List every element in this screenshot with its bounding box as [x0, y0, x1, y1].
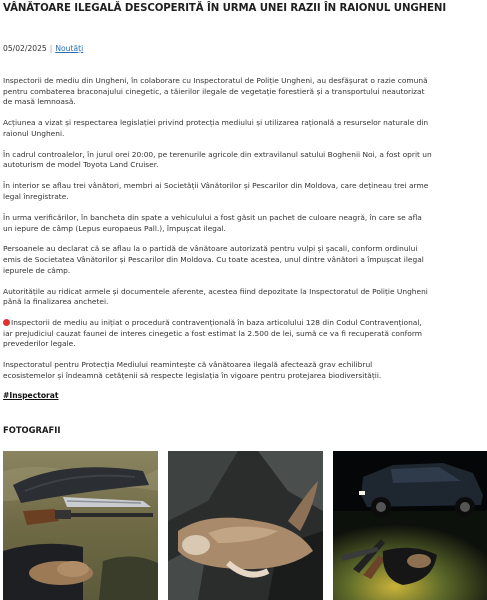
paragraph-scope: Acțiunea a vizat și respectarea legislației privind protecția mediului și utilizarea rațională a resurselor naturale din raionul Ungheni.	[3, 118, 429, 138]
paragraph-declaration: Persoanele au declarat că se aflau la o partidă de vânătoare autorizată pentru vulpi și șacali, conform ordinului emis de Societatea Vânătorilor și Pescarilor din Moldova. Cu toate acestea, unul dintre vânători a împușcat ilegal iepurele de câmp.	[3, 244, 424, 275]
paragraph-procedure	[3, 318, 487, 350]
gallery-photo-weapons[interactable]	[3, 451, 158, 600]
paragraph-intro: Inspectorii de mediu din Ungheni, în colaborare cu Inspectoratul de Poliție Ungheni, au desfășurat o razie comună pentru combaterea braconajului cinegetic, a tăierilor ilegale de vegetație forestieră și a transportului neautorizat de masă lemnoasă.	[3, 76, 428, 107]
paragraph-procedure-text: Inspectorii de mediu au inițiat o procedură contravențională în baza articolului 128 din Codul Contravențional, iar prejudiciul cauzat faunei de interes cinegetic a fost estimat la 2.500 de lei, sumă ce va fi recuperată conform prevederilor legale.	[3, 318, 423, 349]
page-title: VÂNĂTOARE ILEGALĂ DESCOPERITĂ ÎN URMA UNEI RAZII ÎN RAIONUL UNGHENI	[3, 3, 447, 14]
gallery-heading: FOTOGRAFII	[3, 425, 61, 435]
red-circle-icon	[3, 319, 10, 326]
paragraph-reminder: Inspectoratul pentru Protecția Mediului reamintește că vânătoarea ilegală afectează grav echilibrul ecosistemelor și îndeamnă cetățenii să respecte legislația în vigoare pentru protejarea biodiversității.	[3, 360, 382, 380]
article-meta	[3, 44, 83, 53]
hare-photo-image	[168, 451, 323, 600]
hashtag-link[interactable]: #Inspectorat	[3, 390, 59, 400]
gallery-photo-hare[interactable]	[168, 451, 323, 600]
paragraph-hunters: În interior se aflau trei vânători, membri ai Societății Vânătorilor și Pescarilor din Moldova, care dețineau trei arme legal înregistrate.	[3, 181, 429, 201]
publish-date: 05/02/2025	[3, 44, 47, 53]
paragraph-hare-found: În urma verificărilor, în bancheta din spate a vehiculului a fost găsit un pachet de culoare neagră, în care se afla un iepure de câmp (Lepus europaeus Pall.), împușcat ilegal.	[3, 212, 422, 233]
paragraph-seizure: Autoritățile au ridicat armele și documentele aferente, acestea fiind depozitate la Inspectoratul de Poliție Ungheni până la finalizarea anchetei.	[3, 286, 428, 307]
category-link[interactable]: Noutăți	[55, 44, 84, 53]
weapons-photo-image	[3, 451, 158, 600]
meta-separator: |	[49, 44, 53, 53]
paragraph-vehicle-stop: În cadrul controalelor, în jurul orei 20:00, pe terenurile agricole din extravilanul satului Boghenii Noi, a fost oprit un autoturism de model Toyota Land Cruiser.	[3, 149, 432, 170]
article-body	[3, 76, 487, 400]
vehicle-photo-image	[333, 451, 487, 600]
gallery-photo-vehicle[interactable]	[333, 451, 487, 600]
